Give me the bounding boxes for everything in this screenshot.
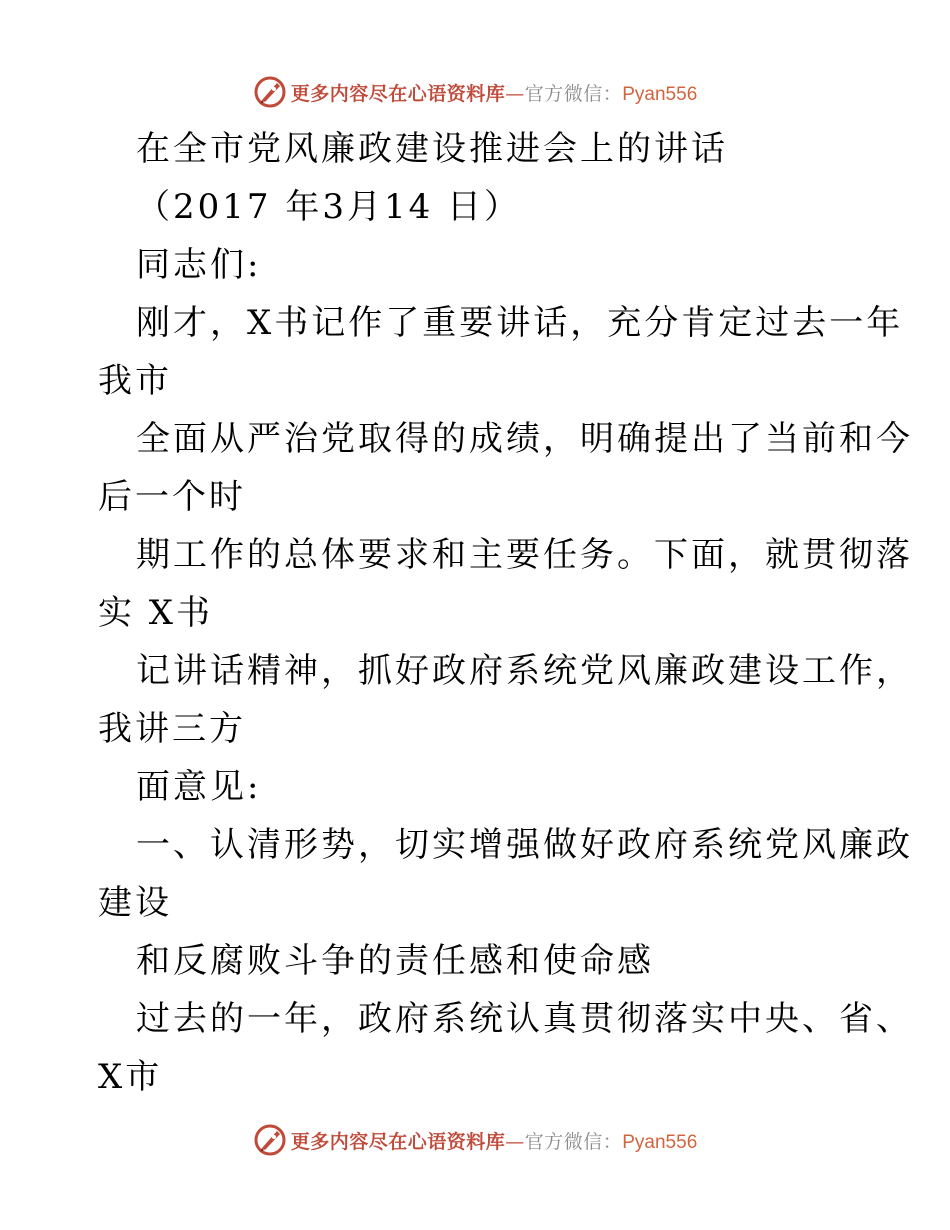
document-body (98, 120, 913, 1106)
quill-logo-icon (253, 75, 287, 109)
document-line: 后一个时 (98, 477, 246, 517)
banner-separator: — (505, 82, 525, 105)
banner-official-label: 官方微信： (524, 82, 623, 105)
footer-watermark-banner (0, 1118, 950, 1162)
document-line: （2017 年3月14 日） (136, 187, 522, 227)
banner-official-label: 官方微信： (524, 1130, 623, 1153)
banner-text (291, 79, 698, 106)
document-line: 实 X书 (98, 593, 214, 633)
document-line: 建设 (98, 883, 172, 923)
banner-text (291, 1127, 698, 1154)
document-line: 我市 (98, 361, 172, 401)
document-line: 在全市党风廉政建设推进会上的讲话 (136, 129, 728, 169)
document-line: 全面从严治党取得的成绩，明确提出了当前和今 (136, 419, 913, 459)
banner-main-text: 更多内容尽在心语资料库 (290, 1130, 506, 1153)
quill-logo-icon (253, 1123, 287, 1157)
document-line: 刚才，X书记作了重要讲话，充分肯定过去一年 (136, 303, 904, 343)
document-line: X市 (98, 1057, 163, 1097)
document-line: 记讲话精神，抓好政府系统党风廉政建设工作， (136, 651, 913, 691)
document-line: 一、认清形势，切实增强做好政府系统党风廉政 (136, 825, 913, 865)
banner-wechat-id: Pyan556 (622, 1131, 698, 1153)
document-line: 我讲三方 (98, 709, 246, 749)
document-line: 过去的一年，政府系统认真贯彻落实中央、省、 (136, 999, 913, 1039)
header-watermark-banner (0, 70, 950, 114)
document-line: 面意见: (136, 767, 262, 807)
document-line: 期工作的总体要求和主要任务。下面，就贯彻落 (136, 535, 913, 575)
banner-separator: — (505, 1130, 525, 1153)
document-line: 同志们: (136, 245, 262, 285)
banner-main-text: 更多内容尽在心语资料库 (290, 82, 506, 105)
document-line: 和反腐败斗争的责任感和使命感 (136, 941, 654, 981)
banner-wechat-id: Pyan556 (622, 83, 698, 105)
